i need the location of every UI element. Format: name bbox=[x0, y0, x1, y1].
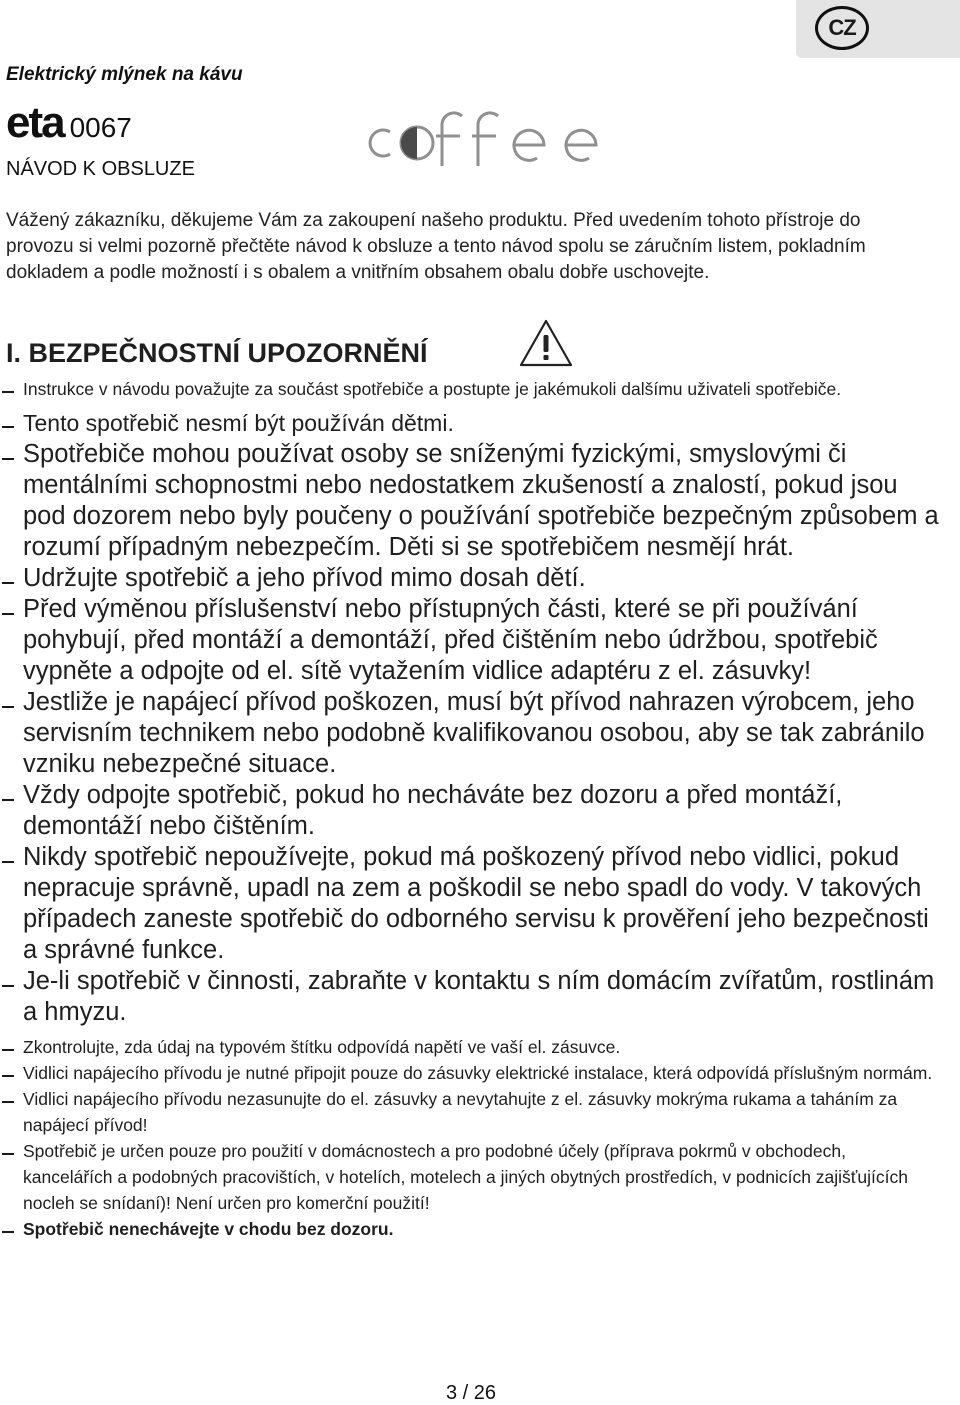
brand-line bbox=[6, 98, 132, 148]
warning-triangle-icon bbox=[518, 318, 574, 368]
list-item: Zkontrolujte, zda údaj na typovém štítku odpovídá napětí ve vaší el. zásuvce. bbox=[0, 1034, 940, 1060]
list-item: Je-li spotřebič v činnosti, zabraňte v kontaktu s ním domácím zvířatům, rostlinám a hmyzu. bbox=[0, 966, 940, 1028]
list-item: Vidlici napájecího přívodu nezasunujte do el. zásuvky a nevytahujte z el. zásuvky mokrýma rukama a taháním za napájecí přívod! bbox=[0, 1086, 940, 1138]
coffee-logo bbox=[362, 98, 614, 170]
page-number: 3 / 26 bbox=[445, 1382, 497, 1404]
list-item: Vždy odpojte spotřebič, pokud ho necháváte bez dozoru a před montáží, demontáží nebo čištěním. bbox=[0, 780, 940, 842]
model-number: 0067 bbox=[69, 112, 132, 143]
product-subtitle: Elektrický mlýnek na kávu bbox=[6, 64, 243, 85]
list-item: Před výměnou příslušenství nebo přístupných části, které se při používání pohybují, před montáží a demontáží, před čištěním nebo údržbou, spotřebič vypněte a odpojte od el. sítě vytažením vidlice adaptéru z el. zásuvky! bbox=[0, 594, 940, 687]
safety-list bbox=[0, 376, 940, 1242]
brand-logo: eta bbox=[6, 98, 64, 147]
list-item: Vidlici napájecího přívodu je nutné připojit pouze do zásuvky elektrické instalace, která odpovídá příslušným normám. bbox=[0, 1060, 940, 1086]
list-item: Spotřebiče mohou používat osoby se sníženými fyzickými, smyslovými či mentálními schopnostmi nebo nedostatkem zkušeností a znalostí, pokud jsou pod dozorem nebo byly poučeny o používání spotřebiče bezpečným způsobem a rozumí případným nebezpečím. Děti si se spotřebičem nesmějí hrát. bbox=[0, 439, 940, 563]
list-item: Tento spotřebič nesmí být používán dětmi. bbox=[0, 408, 940, 438]
list-item: Jestliže je napájecí přívod poškozen, musí být přívod nahrazen výrobcem, jeho servisním technikem nebo podobně kvalifikovanou osobou, aby se tak zabránilo vzniku nebezpečné situace. bbox=[0, 687, 940, 780]
list-item: Spotřebič nenechávejte v chodu bez dozoru. bbox=[0, 1216, 940, 1242]
list-item: Udržujte spotřebič a jeho přívod mimo dosah dětí. bbox=[0, 563, 940, 594]
intro-paragraph: Vážený zákazníku, děkujeme Vám za zakoupení našeho produktu. Před uvedením tohoto přístroje do provozu si velmi pozorně přečtěte návod k obsluze a tento návod spolu se záručním listem, pokladním dokladem a podle možností i s obalem a vnitřním obsahem obalu dobře uschovejte. bbox=[6, 210, 866, 283]
section-title: I. BEZPEČNOSTNÍ UPOZORNĚNÍ bbox=[6, 338, 428, 368]
manual-label: NÁVOD K OBSLUZE bbox=[6, 158, 195, 180]
list-item: Nikdy spotřebič nepoužívejte, pokud má poškozený přívod nebo vidlici, pokud nepracuje správně, upadl na zem a poškodil se nebo spadl do vody. V takových případech zaneste spotřebič do odborného servisu k prověření jeho bezpečnosti a správné funkce. bbox=[0, 842, 940, 966]
list-item: Spotřebič je určen pouze pro použití v domácnostech a pro podobné účely (příprava pokrmů v obchodech, kancelářích a podobných pracovištích, v hotelích, motelech a jiných obytných prostředích, v podnicích zajišťujících nocleh se snídaní)! Není určen pro komerční použití! bbox=[0, 1138, 940, 1216]
list-item: Instrukce v návodu považujte za součást spotřebiče a postupte je jakémukoli dalšímu uživateli spotřebiče. bbox=[0, 376, 940, 402]
language-badge: CZ bbox=[815, 6, 869, 50]
